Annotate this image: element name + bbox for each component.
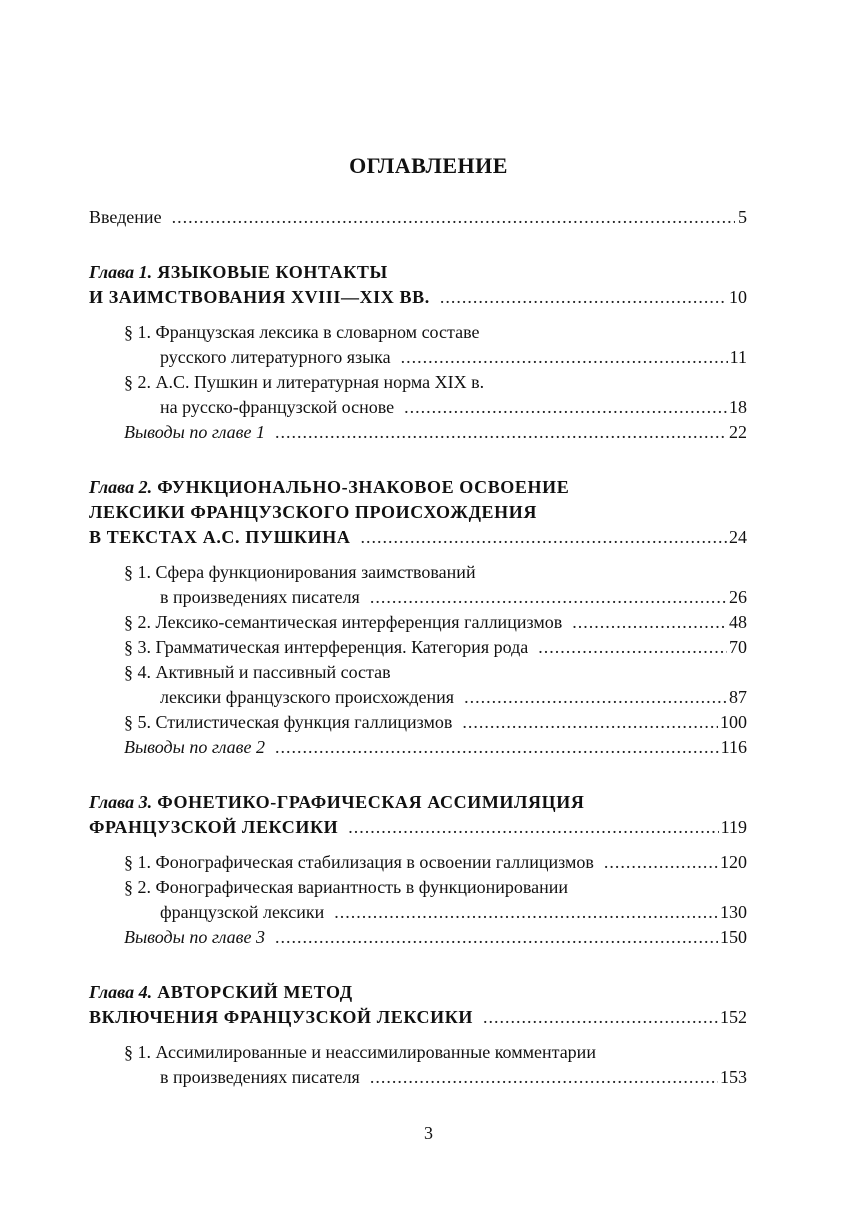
- toc-section-line[interactable]: [89, 560, 747, 585]
- toc-section[interactable]: [89, 1065, 747, 1090]
- section-title-line: русского литературного языка: [160, 347, 391, 367]
- chapter-title-line: ЛЕКСИКИ ФРАНЦУЗСКОГО ПРОИСХОЖДЕНИЯ: [89, 502, 537, 522]
- chapter-label: Глава 2.: [89, 477, 153, 497]
- chapter-title-line: ВКЛЮЧЕНИЯ ФРАНЦУЗСКОЙ ЛЕКСИКИ: [89, 1007, 473, 1027]
- dot-leader: [275, 420, 727, 445]
- dot-leader: [440, 285, 727, 310]
- toc-page-number: 18: [729, 397, 747, 417]
- section-title-line: в произведениях писателя: [160, 587, 360, 607]
- section-title-line: § 2. Фонографическая вариантность в функционировании: [124, 877, 569, 897]
- toc-chapter-4[interactable]: [89, 1005, 747, 1030]
- toc-chapter-summary[interactable]: [89, 735, 747, 760]
- toc-page-number: 48: [729, 612, 747, 632]
- toc-page-number: 150: [720, 927, 747, 947]
- toc-page-number: 5: [738, 207, 747, 227]
- dot-leader: [538, 635, 727, 660]
- toc-page-number: 11: [729, 347, 747, 367]
- chapter-spacer: [89, 760, 747, 790]
- dot-leader: [401, 345, 728, 370]
- dot-leader: [334, 900, 718, 925]
- chapter-summary-label: Выводы по главе 1: [124, 422, 265, 442]
- section-title-line: лексики французского происхождения: [160, 687, 455, 707]
- toc-section[interactable]: [89, 710, 747, 735]
- toc-page-number: 22: [729, 422, 747, 442]
- section-title-line: на русско-французской основе: [160, 397, 395, 417]
- toc-section-line[interactable]: [89, 320, 747, 345]
- chapter-heading-text: [89, 262, 388, 282]
- section-title-line: § 1. Сфера функционирования заимствований: [124, 562, 476, 582]
- dot-leader: [348, 815, 718, 840]
- toc-section[interactable]: [89, 685, 747, 710]
- chapter-title-line: В ТЕКСТАХ А.С. ПУШКИНА: [89, 527, 351, 547]
- toc-section[interactable]: [89, 395, 747, 420]
- toc-page-number: 26: [729, 587, 747, 607]
- toc-page-number: 120: [720, 852, 747, 872]
- chapter-heading-text: [89, 792, 584, 812]
- chapter-label: Глава 1.: [89, 262, 153, 282]
- toc-section[interactable]: [89, 635, 747, 660]
- dot-leader: [172, 205, 735, 230]
- chapter-heading-text: [89, 525, 350, 550]
- section-spacer: [89, 840, 747, 850]
- toc-chapter-summary[interactable]: [89, 925, 747, 950]
- chapter-heading-text: [89, 502, 537, 522]
- section-spacer: [89, 310, 747, 320]
- dot-leader: [370, 1065, 718, 1090]
- dot-leader: [604, 850, 718, 875]
- toc-page-number: 10: [729, 287, 747, 307]
- section-spacer: [89, 550, 747, 560]
- section-title-line: § 3. Грамматическая интерференция. Категория рода: [124, 637, 529, 657]
- toc-entry-label: Введение: [89, 207, 162, 227]
- toc-page-number: 130: [720, 902, 747, 922]
- section-title-line: § 2. Лексико-семантическая интерференция галлицизмов: [124, 612, 563, 632]
- chapter-heading-text: [89, 1005, 473, 1030]
- chapter-spacer: [89, 950, 747, 980]
- section-title-line: французской лексики: [160, 902, 325, 922]
- section-title-line: § 1. Французская лексика в словарном составе: [124, 322, 480, 342]
- toc-section-line[interactable]: [89, 875, 747, 900]
- section-title-line: § 5. Стилистическая функция галлицизмов: [124, 712, 453, 732]
- section-title-line: § 2. А.С. Пушкин и литературная норма XIX в.: [124, 372, 485, 392]
- page-title: ОГЛАВЛЕНИЕ: [349, 153, 508, 178]
- dot-leader: [275, 925, 718, 950]
- toc-page-number: 152: [720, 1007, 747, 1027]
- dot-leader: [404, 395, 727, 420]
- section-title-line: § 1. Фонографическая стабилизация в освоении галлицизмов: [124, 852, 594, 872]
- toc-section[interactable]: [89, 850, 747, 875]
- chapter-title-line: ФРАНЦУЗСКОЙ ЛЕКСИКИ: [89, 817, 339, 837]
- dot-leader: [572, 610, 727, 635]
- toc-section[interactable]: [89, 900, 747, 925]
- page-number: 3: [424, 1123, 433, 1143]
- toc-page-number: 24: [729, 527, 747, 547]
- chapter-heading-text: [89, 982, 353, 1002]
- table-of-contents: [89, 205, 747, 1090]
- toc-entry-introduction[interactable]: [89, 205, 747, 230]
- toc-section-line[interactable]: [89, 660, 747, 685]
- section-title-line: в произведениях писателя: [160, 1067, 360, 1087]
- chapter-title-line: И ЗАИМСТВОВАНИЯ XVIII—XIX ВВ.: [89, 287, 430, 307]
- chapter-spacer: [89, 230, 747, 260]
- dot-leader: [483, 1005, 718, 1030]
- toc-page-number: 87: [729, 687, 747, 707]
- chapter-title-line: ФУНКЦИОНАЛЬНО-ЗНАКОВОЕ ОСВОЕНИЕ: [157, 477, 570, 497]
- dot-leader: [275, 735, 719, 760]
- chapter-summary-label: Выводы по главе 3: [124, 927, 265, 947]
- toc-chapter-summary[interactable]: [89, 420, 747, 445]
- toc-section[interactable]: [89, 610, 747, 635]
- toc-section[interactable]: [89, 345, 747, 370]
- dot-leader: [464, 685, 727, 710]
- toc-chapter-2-line[interactable]: [89, 500, 747, 525]
- toc-page-number: 153: [720, 1067, 747, 1087]
- dot-leader: [360, 525, 727, 550]
- section-spacer: [89, 1030, 747, 1040]
- toc-chapter-3-line[interactable]: [89, 790, 747, 815]
- toc-chapter-1[interactable]: [89, 285, 747, 310]
- dot-leader: [462, 710, 718, 735]
- toc-chapter-3[interactable]: [89, 815, 747, 840]
- toc-chapter-2-line[interactable]: [89, 475, 747, 500]
- section-title-line: § 4. Активный и пассивный состав: [124, 662, 391, 682]
- chapter-label: Глава 3.: [89, 792, 153, 812]
- chapter-heading-text: [89, 815, 338, 840]
- section-title-line: § 1. Ассимилированные и неассимилированные комментарии: [124, 1042, 596, 1062]
- toc-section-line[interactable]: [89, 1040, 747, 1065]
- toc-section-line[interactable]: [89, 370, 747, 395]
- toc-section[interactable]: [89, 585, 747, 610]
- toc-page-number: 116: [720, 737, 747, 757]
- chapter-spacer: [89, 445, 747, 475]
- chapter-heading-text: [89, 477, 569, 497]
- chapter-heading-text: [89, 285, 430, 310]
- chapter-title-line: ЯЗЫКОВЫЕ КОНТАКТЫ: [157, 262, 388, 282]
- toc-chapter-1-line[interactable]: [89, 260, 747, 285]
- dot-leader: [370, 585, 727, 610]
- toc-chapter-2[interactable]: [89, 525, 747, 550]
- toc-chapter-4-line[interactable]: [89, 980, 747, 1005]
- chapter-title-line: ФОНЕТИКО-ГРАФИЧЕСКАЯ АССИМИЛЯЦИЯ: [157, 792, 585, 812]
- chapter-title-line: АВТОРСКИЙ МЕТОД: [157, 982, 353, 1002]
- toc-page-number: 100: [720, 712, 747, 732]
- toc-page-number: 70: [729, 637, 747, 657]
- chapter-summary-label: Выводы по главе 2: [124, 737, 265, 757]
- chapter-label: Глава 4.: [89, 982, 153, 1002]
- toc-page-number: 119: [720, 817, 747, 837]
